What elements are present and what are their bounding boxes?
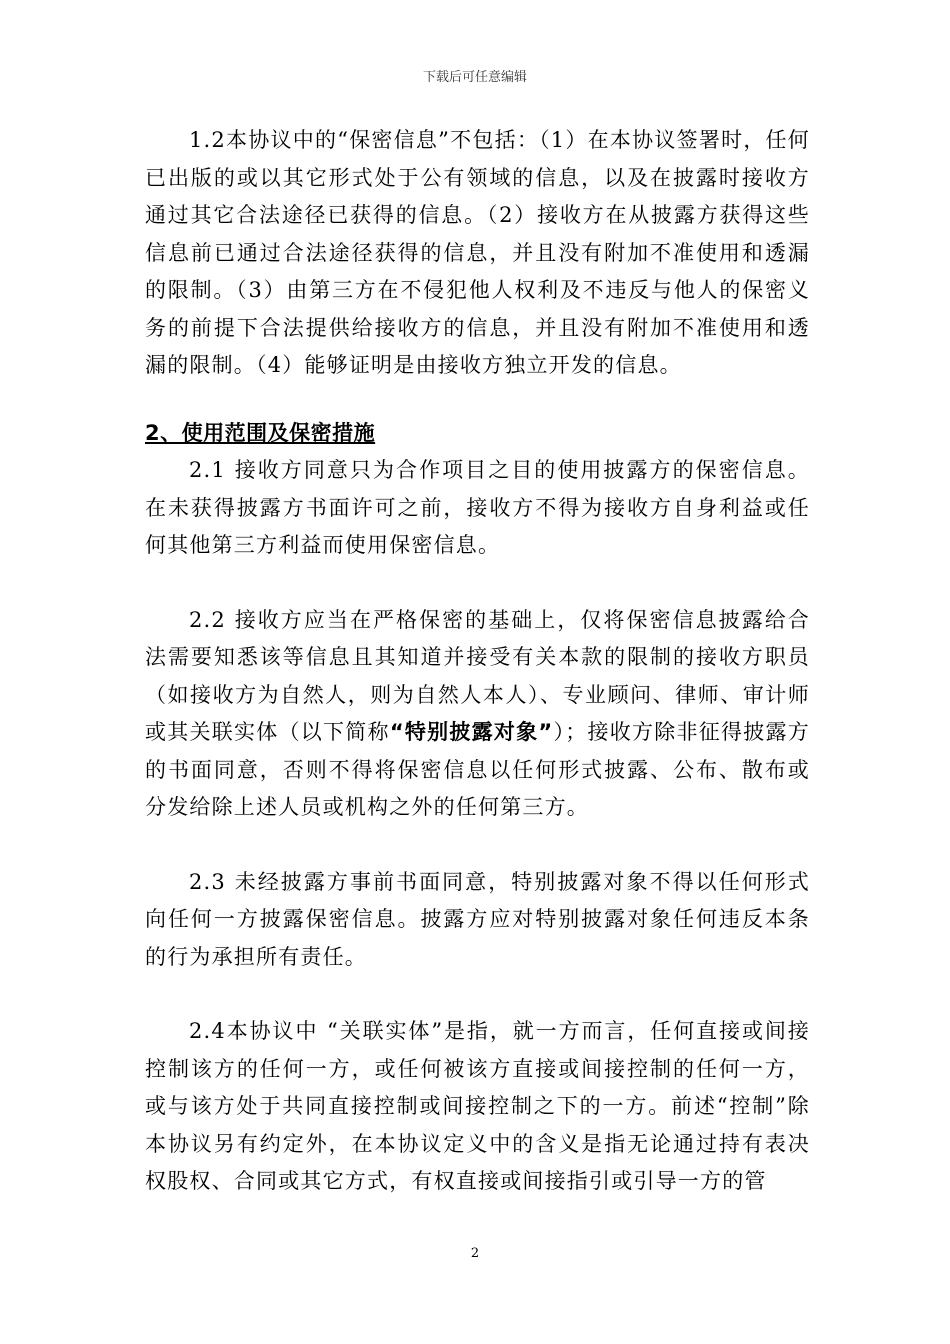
document-body [145, 122, 810, 1201]
spacer [145, 827, 810, 864]
clause-2-4: 2.4本协议中 “关联实体”是指，就一方而言，任何直接或间接控制该方的任何一方，或任何被该方直接或间接控制的任何一方，或与该方处于共同直接控制或间接控制之下的一方。前述“控制”除本协议另有约定外，在本协议定义中的含义是指无论通过持有表决权股权、合同或其它方式，有权直接或间接指引或引导一方的管 [145, 1019, 810, 1193]
spacer [145, 565, 810, 602]
spacer [145, 385, 810, 415]
special-disclosure-term: “特别披露对象” [389, 720, 554, 744]
clause-2-1: 2.1 接收方同意只为合作项目之目的使用披露方的保密信息。在未获得披露方书面许可之前，接收方不得为接收方自身利益或任何其他第三方利益而使用保密信息。 [145, 458, 810, 557]
spacer [145, 976, 810, 1013]
page-header: 下载后可任意编辑 [422, 70, 527, 85]
clause-2-2 [145, 602, 810, 827]
page-number: 2 [470, 1246, 480, 1261]
clause-2-2-text-after: ）；接收方除非征得披露方的书面同意，否则不得将保密信息以任何形式披露、公布、散布或分发给除上述人员或机构之外的任何第三方。 [145, 720, 811, 819]
clause-2-2-text-before: 2.2 接收方应当在严格保密的基础上，仅将保密信息披露给合法需要知悉该等信息且其知道并接受有关本款的限制的接收方职员（如接收方为自然人，则为自然人本人）、专业顾问、律师、审计师或其关联实体（以下简称 [145, 607, 810, 744]
clause-2-3: 2.3 未经披露方事前书面同意，特别披露对象不得以任何形式向任何一方披露保密信息。披露方应对特别披露对象任何违反本条的行为承担所有责任。 [145, 869, 810, 969]
section-2-heading: 2、使用范围及保密措施 [145, 420, 376, 445]
clause-1-2: 1.2本协议中的“保密信息”不包括：（1）在本协议签署时，任何已出版的或以其它形式处于公有领域的信息，以及在披露时接收方通过其它合法途径已获得的信息。（2）接收方在从披露方获得这些信息前已通过合法途径获得的信息，并且没有附加不准使用和透漏的限制。（3）由第三方在不侵犯他人权利及不违反与他人的保密义务的前提下合法提供给接收方的信息，并且没有附加不准使用和透漏的限制。（4）能够证明是由接收方独立开发的信息。 [145, 128, 810, 377]
